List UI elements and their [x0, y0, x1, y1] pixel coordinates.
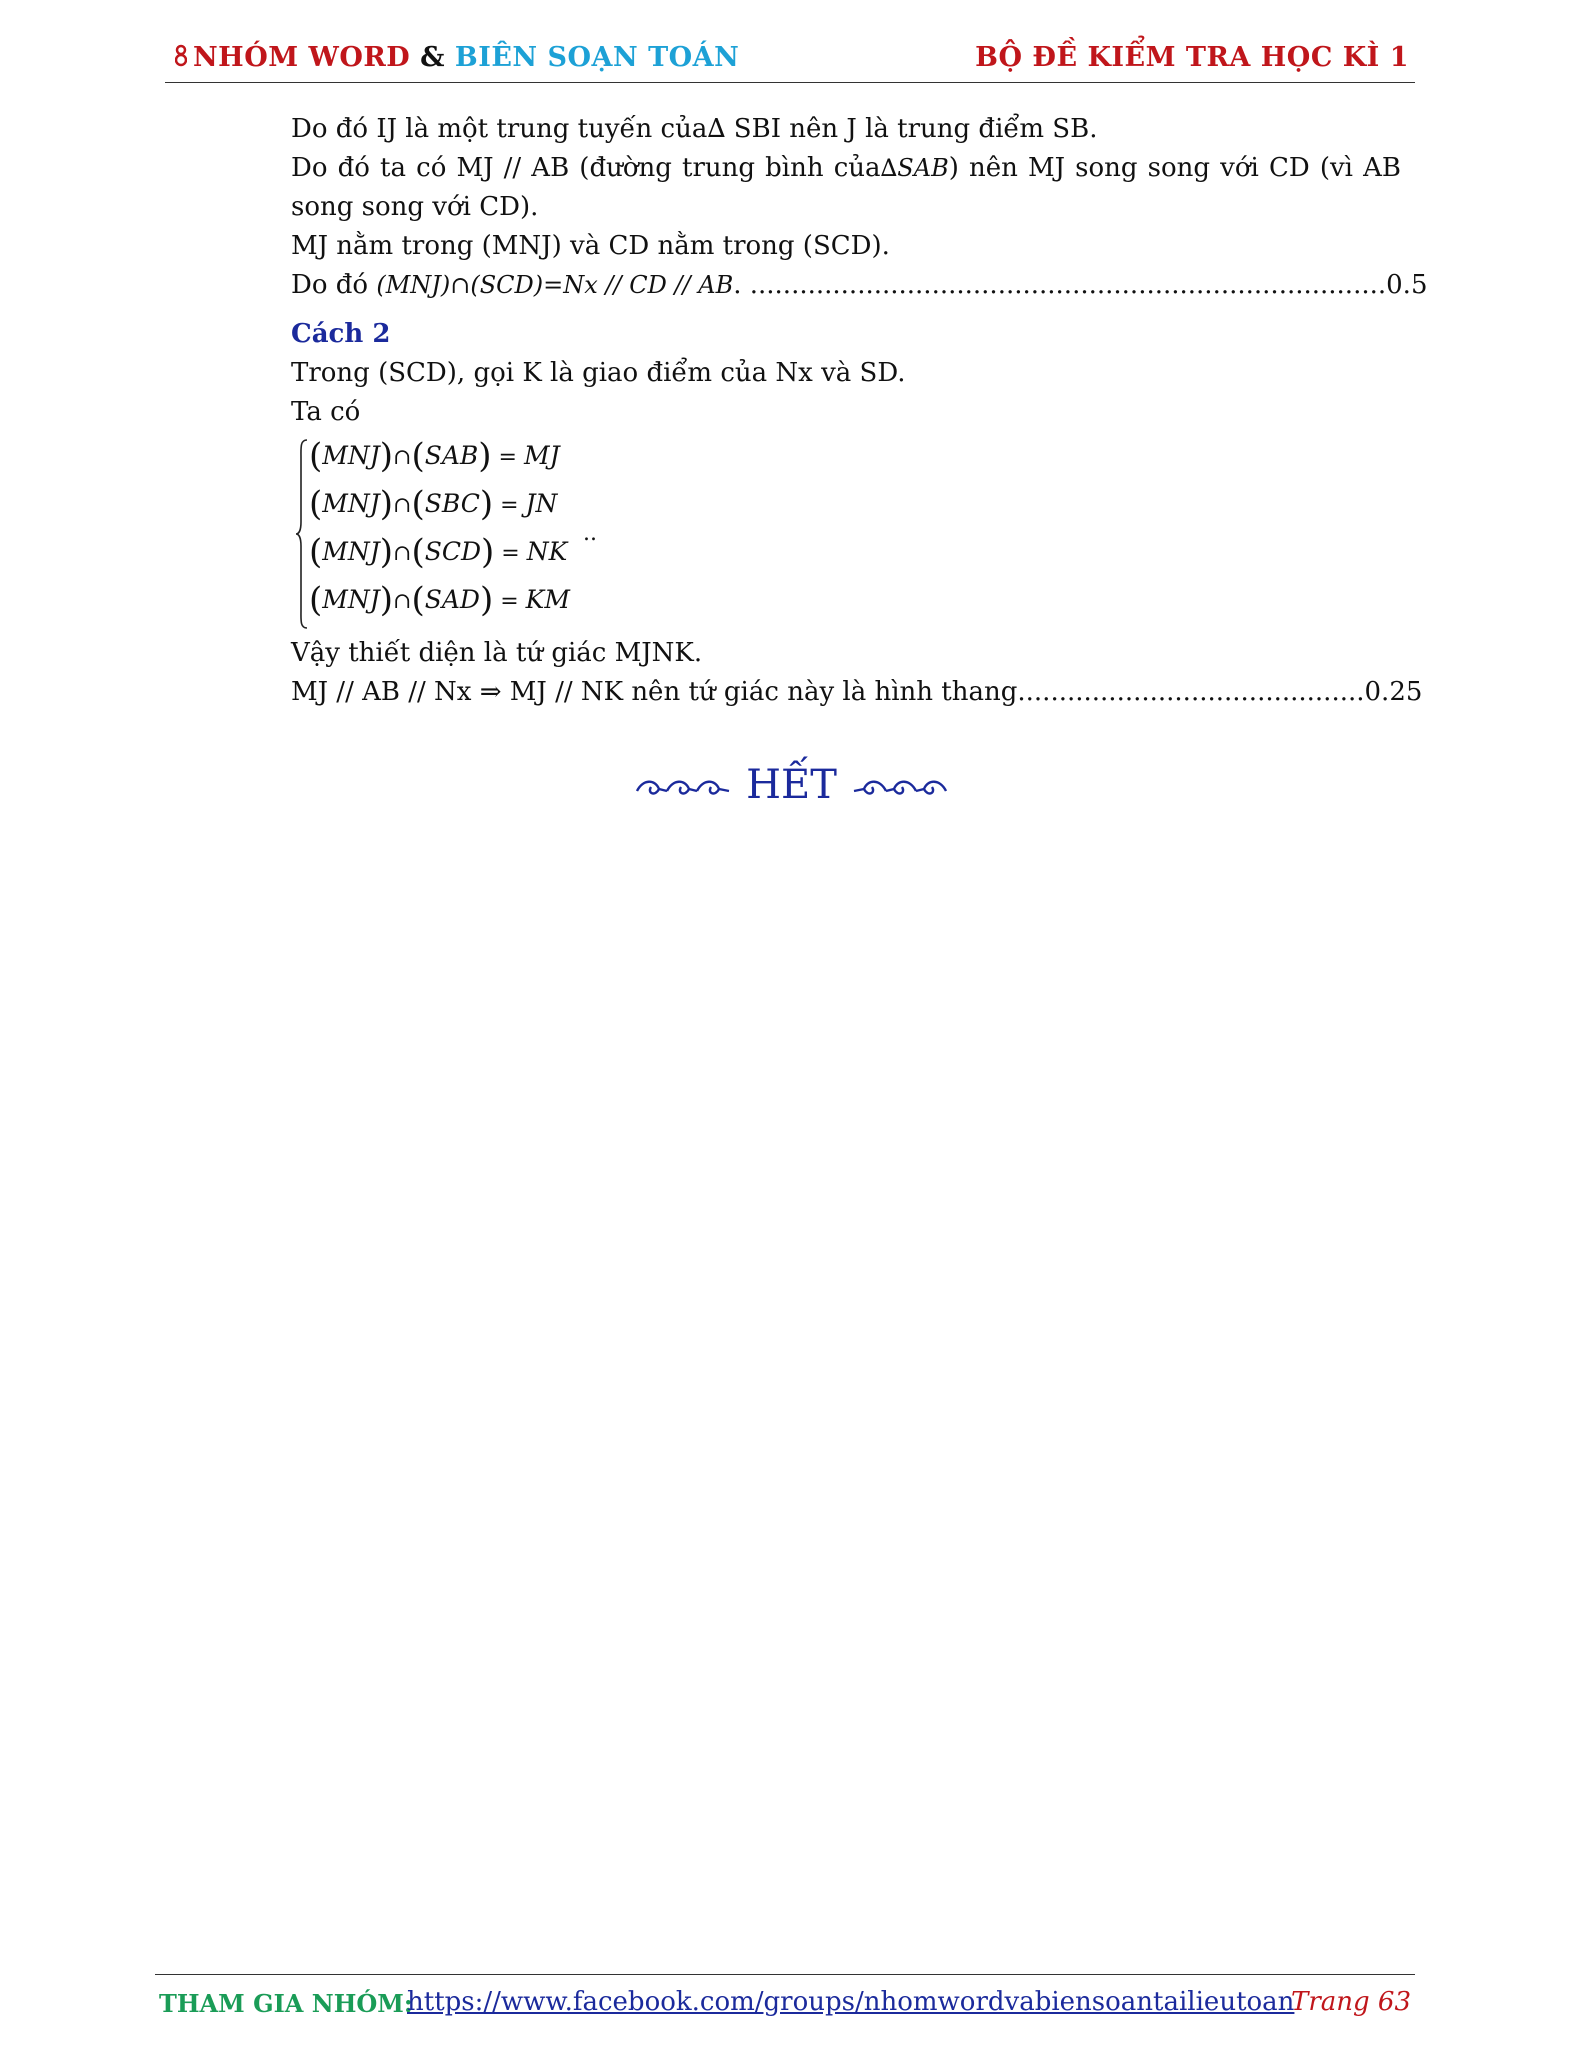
left-ornament-icon — [633, 777, 733, 799]
system-trailer: .. — [583, 521, 597, 546]
page-footer — [155, 1974, 1415, 2035]
score-value: 0.5 — [1386, 270, 1428, 300]
math-expression: (MNJ)∩(SCD)=Nx // CD // AB — [376, 271, 734, 299]
paragraph-line: Ta có — [291, 397, 361, 427]
paragraph-line: Trong (SCD), gọi K là giao điểm của Nx và SD. — [291, 358, 906, 388]
section-heading: Cách 2 — [291, 319, 391, 349]
paragraph-line: Vậy thiết diện là tứ giác MJNK. — [291, 638, 703, 668]
equation-row: (MNJ)∩(SCD) = NK — [309, 532, 568, 572]
score-value: 0.25 — [1364, 677, 1423, 707]
math-expression: ∆SAB — [880, 154, 949, 182]
header-brand — [175, 42, 739, 73]
paragraph-line: song song với CD). — [291, 192, 539, 222]
triangle-symbol: ∆ — [707, 114, 726, 144]
equation-system — [295, 436, 615, 632]
leader-dots: ............................................................................. — [749, 270, 1387, 300]
document-body — [291, 110, 1428, 712]
paragraph-line — [291, 266, 1428, 305]
group-logo-icon — [175, 44, 187, 68]
header-brand-part2: BIÊN SOẠN TOÁN — [454, 42, 740, 73]
header-title: BỘ ĐỀ KIỂM TRA HỌC KÌ 1 — [975, 42, 1409, 73]
curly-brace — [295, 438, 309, 630]
leader-dots: ......................................... — [1025, 677, 1365, 707]
text-span: SBI nên J là trung điểm SB. — [733, 114, 1098, 144]
footer-label: THAM GIA NHÓM: — [159, 1989, 413, 2018]
implies-arrow: ⇒ — [479, 677, 502, 707]
text-span: ) nên MJ song song với CD (vì AB — [948, 153, 1401, 183]
text-span: Do đó ta có MJ // AB (đường trung bình của — [291, 153, 881, 183]
paragraph-line — [291, 110, 1401, 149]
paragraph-line: MJ nằm trong (MNJ) và CD nằm trong (SCD). — [291, 231, 890, 261]
text-span: Do đó — [291, 270, 369, 300]
paragraph-line — [291, 149, 1401, 188]
right-ornament-icon — [850, 777, 950, 799]
page-header — [165, 42, 1415, 83]
text-span: . — [733, 270, 742, 300]
equation-row: (MNJ)∩(SAB) = MJ — [309, 436, 560, 476]
end-mark-text: HẾT — [746, 762, 837, 808]
text-span: Do đó IJ là một trung tuyến của — [291, 114, 708, 144]
equation-row: (MNJ)∩(SAD) = KM — [309, 580, 570, 620]
header-brand-part1: NHÓM WORD — [193, 42, 411, 73]
text-span: MJ // AB // Nx — [291, 677, 472, 707]
text-span: MJ // NK nên tứ giác này là hình thang. — [509, 677, 1026, 707]
end-mark — [0, 762, 1583, 808]
equation-row: (MNJ)∩(SBC) = JN — [309, 484, 558, 524]
facebook-group-link[interactable]: https://www.facebook.com/groups/nhomwordvabiensoantailieutoan — [407, 1987, 1295, 2017]
page-number: Trang 63 — [1290, 1987, 1411, 2017]
header-brand-amp: & — [420, 42, 445, 73]
paragraph-line — [291, 673, 1423, 712]
